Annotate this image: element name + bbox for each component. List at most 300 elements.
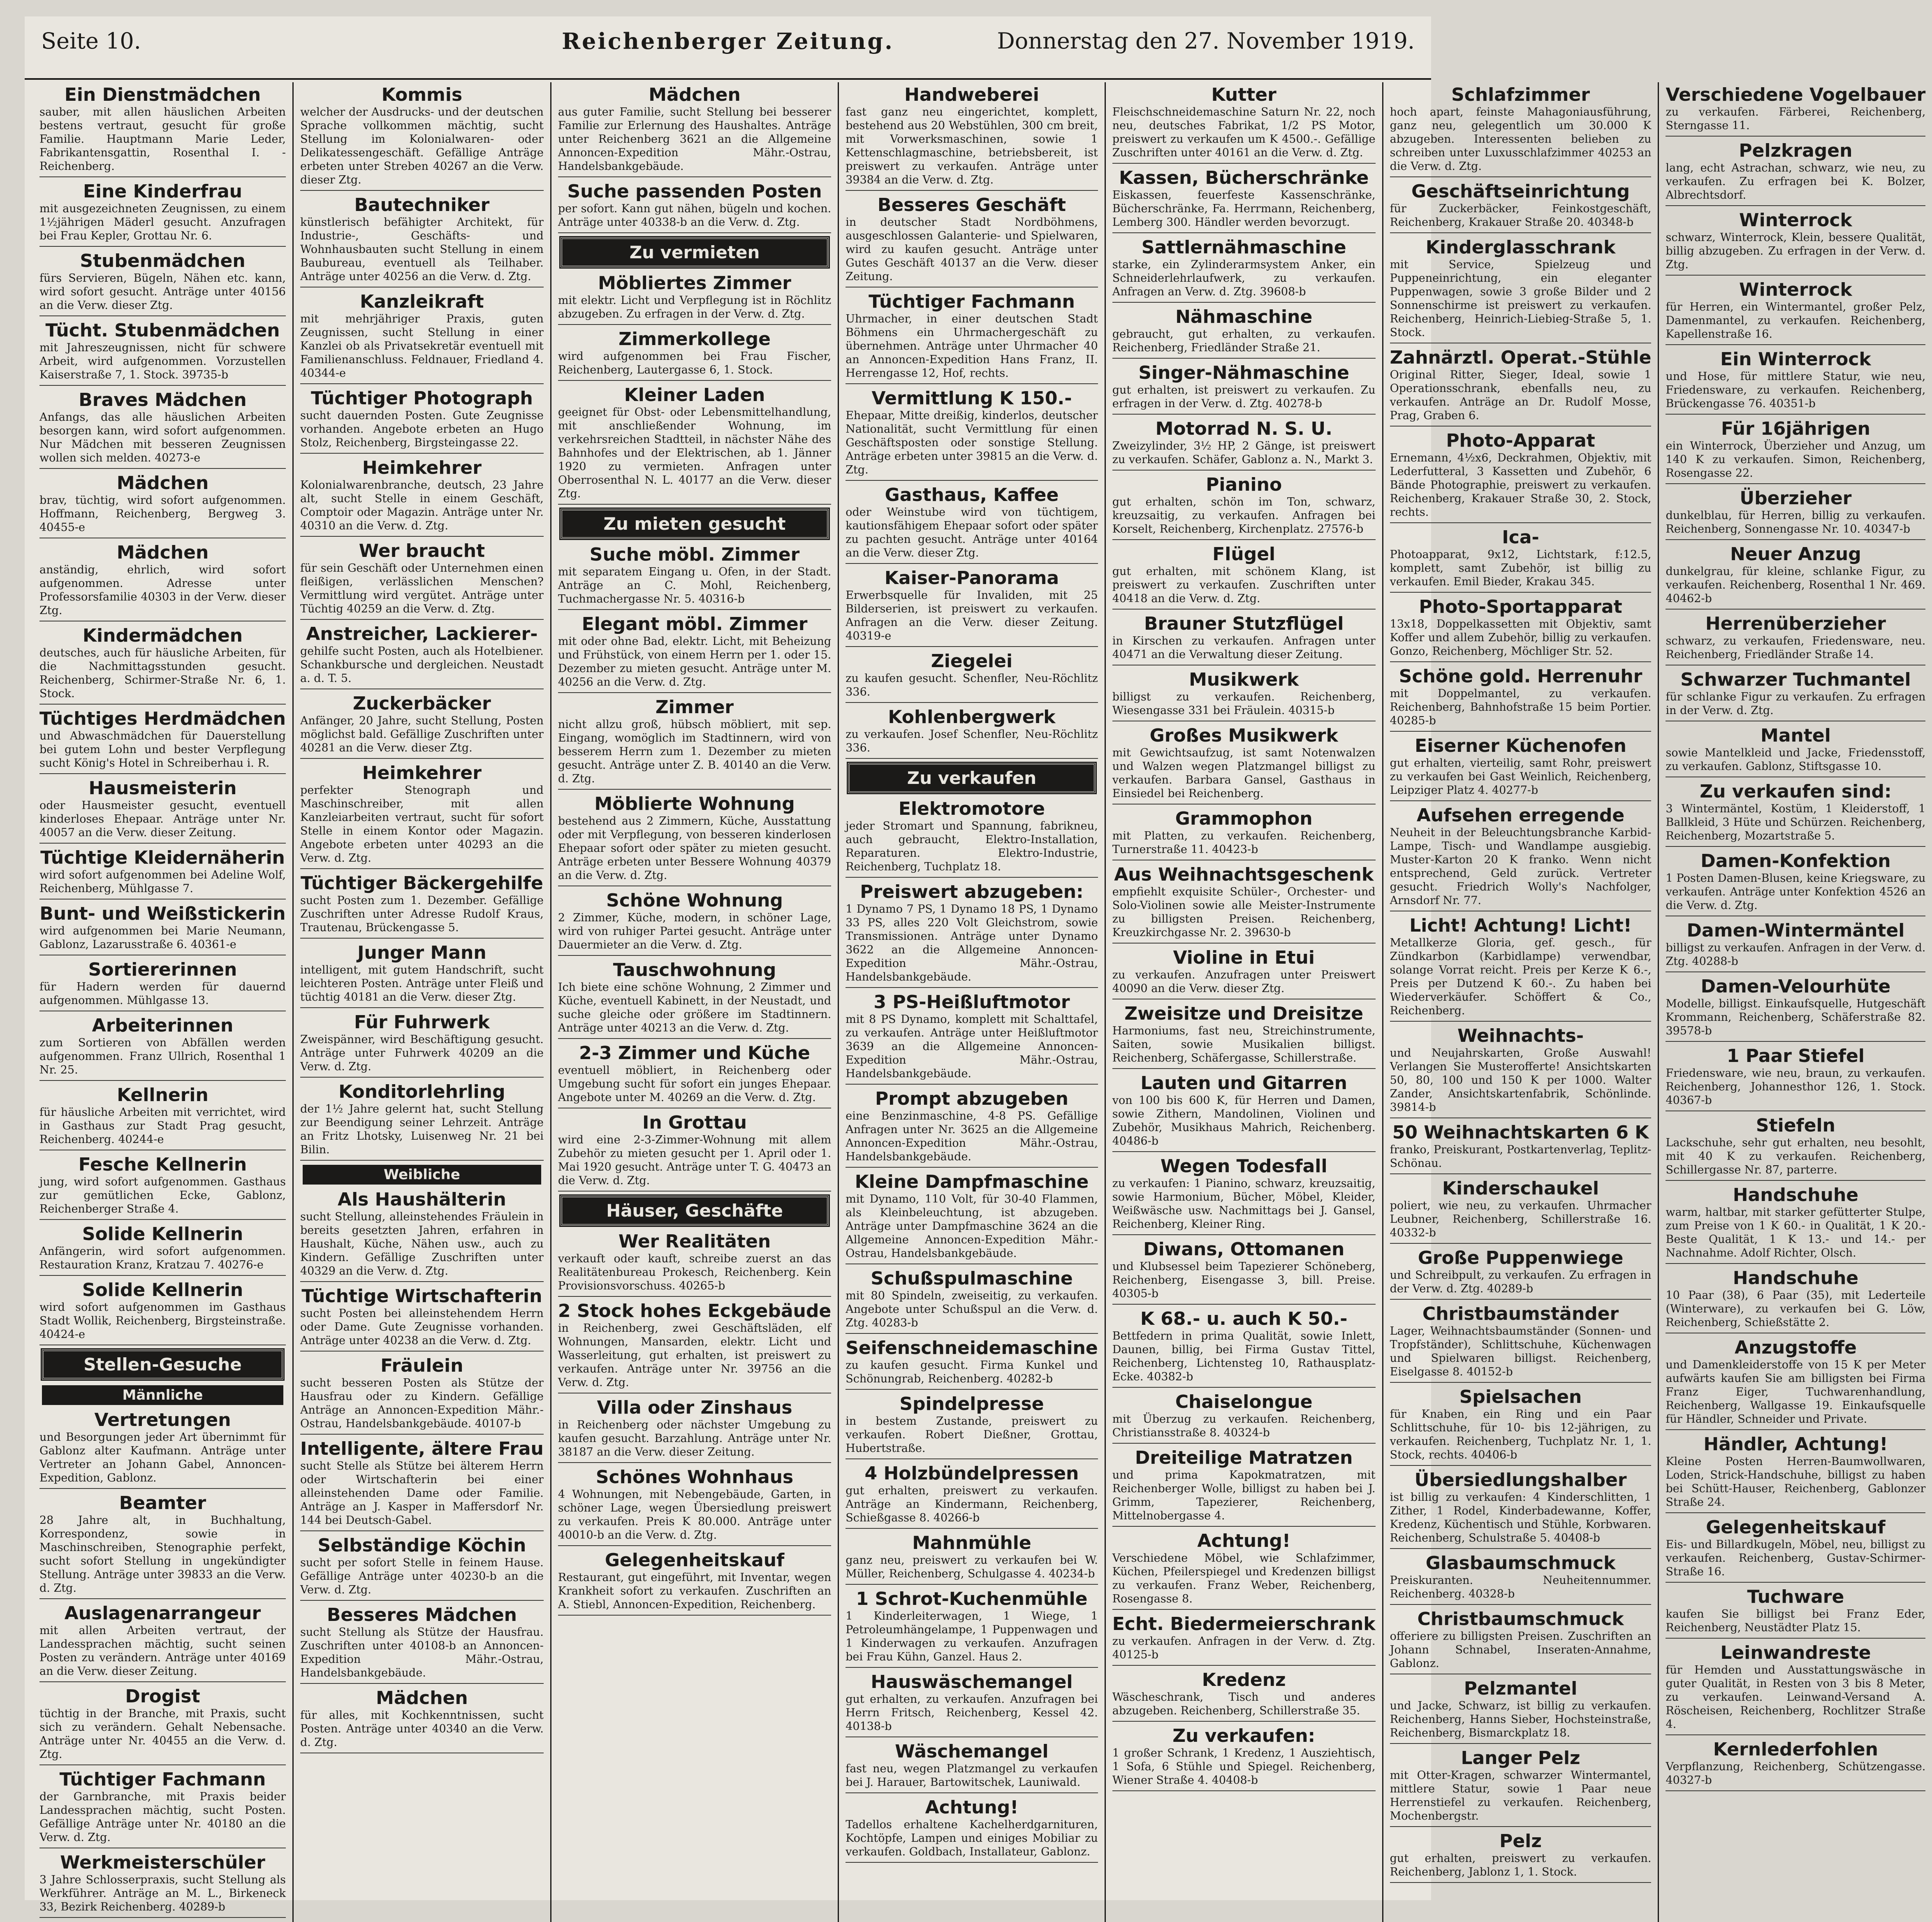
- classified-ad: [1390, 1470, 1652, 1549]
- classified-ad: [39, 251, 286, 316]
- ad-headline: Mädchen: [116, 473, 209, 494]
- ad-headline: Zimmerkollege: [619, 329, 771, 350]
- ad-headline: Mantel: [1761, 725, 1831, 746]
- ad-body: der 1½ Jahre gelernt hat, sucht Stellung zur Beendigung seiner Lehrzeit. Anträge an Fritz Lhotsky, Luisenweg Nr. 21 bei Bilin.: [300, 1103, 544, 1156]
- ad-body: deutsches, auch für häusliche Arbeiten, für die Nachmittagsstunden gesucht. Reichenberg, Schirmer-Straße Nr. 6, 1. Stock.: [39, 647, 286, 700]
- ad-body: kaufen Sie billigst bei Franz Eder, Reichenberg, Neustädter Platz 15.: [1666, 1608, 1926, 1634]
- subsection-heading: Männliche: [42, 1385, 283, 1405]
- ad-body: sucht Stellung, alleinstehendes Fräulein in bereits gesetzten Jahren, erfahren in Haushalt, Küche, Nähen usw., auch zu Kindern. Gefällige Zuschriften unter 40329 an die Verw. d. Ztg.: [300, 1210, 544, 1277]
- classified-ad: [39, 1155, 286, 1220]
- classified-ad: [1666, 544, 1925, 610]
- ad-body: Anfangs, das alle häuslichen Arbeiten besorgen kann, wird sofort aufgenommen. Nur Mädchen mit besseren Zeugnissen wollen sich melden. 40273-e: [39, 411, 286, 464]
- ad-body: Tadellos erhaltene Kachelherdgarnituren, Kochtöpfe, Lampen und einiges Mobiliar zu verkaufen. Goldbach, Installateur, Gablonz.: [846, 1818, 1098, 1858]
- classified-ad: [1666, 851, 1925, 916]
- ad-body: oder Hausmeister gesucht, eventuell kinderloses Ehepaar. Anträge unter Nr. 40057 an die Verw. dieser Zeitung.: [39, 799, 286, 839]
- classified-ad: [300, 1688, 544, 1753]
- classified-ad: [1666, 1587, 1925, 1639]
- ad-column: [839, 82, 1106, 1922]
- ad-headline: Vertretungen: [94, 1410, 231, 1430]
- classified-ad: [1112, 475, 1376, 540]
- ad-headline: Mädchen: [649, 84, 741, 105]
- ad-body: Friedensware, wie neu, braun, zu verkaufen. Reichenberg, Johannesthor 126, 1. Stock. 40367-b: [1666, 1067, 1926, 1107]
- classified-ad: [1666, 1739, 1925, 1791]
- ad-body: wird sofort aufgenommen im Gasthaus Stadt Wollik, Reichenberg, Birgsteinstraße. 40424-e: [39, 1301, 286, 1341]
- ad-headline: Schlafzimmer: [1451, 84, 1590, 105]
- classified-ad: [846, 485, 1098, 564]
- classified-ad: [300, 1012, 544, 1078]
- classified-ad: [846, 707, 1098, 759]
- ad-body: und Hose, für mittlere Statur, wie neu, Friedensware, zu verkaufen. Reichenberg, Brückengasse 76. 40351-b: [1666, 370, 1926, 410]
- classified-ad: [1666, 280, 1925, 345]
- ad-headline: Hausmeisterin: [88, 778, 237, 799]
- ad-headline: Kernlederfohlen: [1713, 1739, 1878, 1760]
- ad-body: fürs Servieren, Bügeln, Nähen etc. kann, wird sofort gesucht. Anträge unter 40156 an die Verw. dieser Ztg.: [39, 272, 286, 312]
- ad-headline: Beamter: [119, 1493, 206, 1514]
- classified-ad: [1666, 419, 1925, 484]
- classified-ad: [846, 1463, 1098, 1529]
- classified-ad: [1666, 614, 1925, 665]
- classified-ad: [39, 1224, 286, 1276]
- classified-ad: [1390, 348, 1652, 427]
- classified-ad: [39, 960, 286, 1011]
- ad-body: zu kaufen gesucht. Schenfler, Neu-Röchlitz 336.: [846, 672, 1098, 698]
- ad-body: für schlanke Figur zu verkaufen. Zu erfragen in der Verw. d. Ztg.: [1666, 691, 1926, 717]
- classified-ad: [1390, 1026, 1652, 1118]
- ad-body: 1 Dynamo 7 PS, 1 Dynamo 18 PS, 1 Dynamo 33 PS, alles 220 Volt Gleichstrom, sowie Transmissionen. Anträge unter Dynamo 3622 an die Allgemeine Annoncen-Expedition Mähr.-Ostrau, Handelsbankgebäude.: [846, 903, 1098, 983]
- ad-body: und prima Kapokmatratzen, mit Reichenberger Wolle, billigst zu haben bei J. Grimm, Tapezierer, Reichenberg, Mittelnobergasse 4.: [1112, 1469, 1376, 1522]
- ad-body: Ehepaar, Mitte dreißig, kinderlos, deutscher Nationalität, sucht Vermittlung für einen Geschäftsposten oder sonstige Stellung. Anträge erbeten unter 39815 an die Verw. d. Ztg.: [846, 409, 1098, 476]
- classified-ad: [1112, 168, 1376, 233]
- ad-body: Eiskassen, feuerfeste Kassenschränke, Bücherschränke, Fa. Herrmann, Reichenberg, Lemberg 300. Händler werden bevorzugt.: [1112, 189, 1376, 229]
- ad-body: ganz neu, preiswert zu verkaufen bei W. Müller, Reichenberg, Schulgasse 4. 40234-b: [846, 1554, 1098, 1580]
- ad-body: Harmoniums, fast neu, Streichinstrumente, Saiten, sowie Musikalien billigst. Reichenberg, Schäfergasse, Schillerstraße.: [1112, 1025, 1376, 1064]
- ad-headline: Brauner Stutzflügel: [1144, 613, 1344, 634]
- classified-ad: [1666, 920, 1925, 972]
- ad-headline: Damen-Konfektion: [1700, 851, 1891, 872]
- ad-headline: Glasbaumschmuck: [1425, 1553, 1616, 1574]
- ad-body: Metallkerze Gloria, gef. gesch., für Zündkarbon (Karbidlampe) verwendbar, solange Vorrat reicht. Preis per Kerze K 6.-, Preis per Dutzend K 60.-. Zu haben bei Wiederverkäufer. Schöffert & Co., Reichenberg.: [1390, 937, 1652, 1017]
- classified-ad: [39, 626, 286, 705]
- ad-headline: Überzieher: [1740, 488, 1852, 509]
- ad-body: für alles, mit Kochkenntnissen, sucht Posten. Anträge unter 40340 an die Verw. d. Ztg.: [300, 1709, 544, 1749]
- classified-ad: [39, 1852, 286, 1918]
- classified-ad: [558, 85, 831, 177]
- ad-column: [1659, 82, 1932, 1922]
- ad-column: [294, 82, 551, 1922]
- ad-headline: Singer-Nähmaschine: [1138, 362, 1349, 383]
- classified-ad: [1112, 614, 1376, 665]
- ad-body: für Hadern werden für dauernd aufgenommen. Mühlgasse 13.: [39, 981, 286, 1007]
- classified-columns: [33, 82, 1926, 1913]
- ad-headline: Intelligente, ältere Frau: [300, 1438, 544, 1459]
- ad-body: mit Gewichtsaufzug, ist samt Notenwalzen und Walzen wegen Platzmangel billigst zu verkaufen. Barbara Gansel, Gasthaus in Einsiedel bei Reichenberg.: [1112, 747, 1376, 800]
- classified-ad: [300, 693, 544, 759]
- ad-body: in Reichenberg, zwei Geschäftsläden, elf Wohnungen, Mansarden, elektr. Licht und Wasserleitung, gut erhalten, ist preiswert zu verkaufen. Anträge unter Nr. 39756 an die Verw. d. Ztg.: [558, 1322, 832, 1389]
- classified-ad: [1112, 1004, 1376, 1069]
- classified-ad: [300, 624, 544, 689]
- ad-body: 10 Paar (38), 6 Paar (35), mit Lederteile (Winterware), zu verkaufen bei G. Löw, Reichenberg, Schießstätte 2.: [1666, 1289, 1926, 1329]
- ad-body: sucht Posten zum 1. Dezember. Gefällige Zuschriften unter Adresse Rudolf Kraus, Trautenau, Brückengasse 5.: [300, 894, 544, 934]
- ad-headline: Bautechniker: [354, 195, 490, 216]
- ad-body: Bettfedern in prima Qualität, sowie Inlett, Daunen, billig, bei Firma Gustav Tittel, Reichenberg, Lichtensteg 10, Rathausplatz-Ecke. 40382-b: [1112, 1330, 1376, 1383]
- classified-ad: [1666, 1185, 1925, 1264]
- ad-headline: Für 16jährigen: [1721, 418, 1870, 439]
- ad-headline: Braves Mädchen: [79, 390, 247, 410]
- ad-headline: Drogist: [125, 1686, 200, 1707]
- classified-ad: [39, 1493, 286, 1599]
- classified-ad: [846, 1589, 1098, 1668]
- ad-body: 2 Zimmer, Küche, modern, in schöner Lage, wird von ruhiger Partei gesucht. Anträge unter Dauermieter an die Verw. d. Ztg.: [558, 911, 832, 951]
- ad-headline: Verschiedene Vogelbauer: [1666, 84, 1926, 105]
- ad-headline: 1 Schrot-Kuchenmühle: [856, 1588, 1088, 1609]
- ad-body: Neuheit in der Beleuchtungsbranche Karbid-Lampe, Tisch- und Wandlampe ausgiebig. Muster-Karton 20 K franko. Wenn nicht entsprechend, Geld zurück. Vertreter gesucht. Friedrich Wolly's Nachfolger, Arnsdorf Nr. 77.: [1390, 826, 1652, 907]
- ad-headline: Photo-Apparat: [1446, 430, 1595, 451]
- ad-headline: Anstreicher, Lackierer-: [306, 624, 538, 645]
- ad-headline: Tüchtiger Bäckergehilfe: [301, 873, 543, 894]
- ad-body: schwarz, Winterrock, Klein, bessere Qualität, billig abzugeben. Zu erfragen in der Verw. d. Ztg.: [1666, 231, 1926, 271]
- ad-body: für Herren, ein Wintermantel, großer Pelz, Damenmantel, zu verkaufen. Reichenberg, Kapellenstraße 16.: [1666, 301, 1926, 341]
- ad-headline: Tüchtige Wirtschafterin: [301, 1286, 542, 1307]
- classified-ad: [846, 799, 1098, 878]
- classified-ad: [558, 1231, 831, 1297]
- classified-ad: [39, 320, 286, 386]
- ad-headline: Villa oder Zinshaus: [597, 1397, 792, 1418]
- classified-ad: [300, 943, 544, 1008]
- ad-body: geeignet für Obst- oder Lebensmittelhandlung, mit anschließender Wohnung, im verkehrsreichen Stadtteil, in nächster Nähe des Bahnhofes und der Elektrischen, ab 1. Jänner 1920 zu vermieten. Anfragen unter Oberrosenthal N. L. 40177 an die Verw. dieser Ztg.: [558, 406, 832, 500]
- ad-body: Kleine Posten Herren-Baumwollwaren, Loden, Strick-Handschuhe, billigst zu haben bei Schütt-Hauser, Reichenberg, Gablonzer Straße 24.: [1666, 1455, 1926, 1509]
- ad-headline: Eine Kinderfrau: [83, 181, 242, 202]
- ad-headline: Kindermädchen: [82, 625, 243, 646]
- classified-ad: [39, 85, 286, 177]
- ad-headline: Musikwerk: [1189, 669, 1299, 690]
- ad-headline: Kleiner Laden: [624, 385, 765, 406]
- page-header: [25, 16, 1431, 80]
- classified-ad: [39, 543, 286, 621]
- classified-ad: [39, 390, 286, 469]
- ad-body: eventuell möbliert, in Reichenberg oder Umgebung sucht für sofort ein junges Ehepaar. Angebote unter M. 40269 an die Verw. d. Ztg.: [558, 1064, 832, 1104]
- classified-ad: [1390, 1609, 1652, 1674]
- newspaper-title: Reichenberger Zeitung.: [562, 28, 894, 54]
- ad-body: perfekter Stenograph und Maschinschreiber, mit allen Kanzleiarbeiten vertraut, sucht für sofort Stelle in einem Kontor oder Magazin. Angebote erbeten unter 40293 an die Verw. d. Ztg.: [300, 784, 544, 865]
- ad-headline: Chaiselongue: [1175, 1391, 1313, 1412]
- classified-ad: [1390, 85, 1652, 177]
- classified-ad: [1390, 1178, 1652, 1244]
- classified-ad: [1666, 85, 1925, 137]
- ad-headline: Tüchtiger Fachmann: [59, 1769, 266, 1790]
- ad-headline: Kohlenbergwerk: [888, 707, 1056, 728]
- ad-headline: Christbaumschmuck: [1417, 1609, 1624, 1630]
- ad-body: hoch apart, feinste Mahagoniausführung, ganz neu, gelegentlich um 30.000 K abzugeben. Interessenten belieben zu schreiben unter Luxusschlafzimmer 40253 an die Verw. d. Ztg.: [1390, 106, 1652, 173]
- ad-body: Lager, Weihnachtsbaumständer (Sonnen- und Tropfständer), Schlittschuhe, Küchenwagen und Spielwaren billigst. Reichenberg, Eiselgasse 8. 40152-b: [1390, 1325, 1652, 1378]
- classified-ad: [558, 794, 831, 886]
- ad-body: ist billig zu verkaufen: 4 Kinderschlitten, 1 Zither, 1 Rodel, Kinderbadewanne, Koffer, Kredenz, Küchentisch und Stühle, Korbwaren. Reichenberg, Schulstraße 5. 40408-b: [1390, 1491, 1652, 1544]
- classified-ad: [300, 195, 544, 287]
- ad-headline: Zweisitze und Dreisitze: [1124, 1003, 1364, 1024]
- ad-body: mit mehrjähriger Praxis, guten Zeugnissen, sucht Stellung in einer Kanzlei ob als Privatsekretär eventuell mit Familienanschluss. Feldnauer, Friedland 4. 40344-e: [300, 313, 544, 380]
- ad-headline: Werkmeisterschüler: [60, 1852, 265, 1873]
- ad-body: zu kaufen gesucht. Firma Kunkel und Schönungrab, Reichenberg. 40282-b: [846, 1359, 1098, 1385]
- ad-body: für häusliche Arbeiten mit verrichtet, wird in Gasthaus zur Stadt Prag gesucht, Reichenberg. 40244-e: [39, 1106, 286, 1146]
- ad-headline: Kellnerin: [117, 1085, 208, 1106]
- ad-body: wird aufgenommen bei Marie Neumann, Gablonz, Lazarusstraße 6. 40361-e: [39, 925, 286, 951]
- ad-body: Erwerbsquelle für Invaliden, mit 25 Bilderserien, ist preiswert zu verkaufen. Anfragen an die Verw. dieser Zeitung. 40319-e: [846, 589, 1098, 642]
- ad-headline: Tauschwohnung: [613, 960, 776, 981]
- ad-headline: Arbeiterinnen: [92, 1015, 234, 1036]
- ad-headline: Tüchtiges Herdmädchen: [39, 708, 286, 729]
- classified-ad: [846, 292, 1098, 384]
- ad-headline: Geschäftseinrichtung: [1411, 181, 1630, 202]
- ad-body: sauber, mit allen häuslichen Arbeiten bestens vertraut, gesucht für große Familie. Hauptmann Marie Leder, Fabrikantensgattin, Rosenthal I. - Reichenberg.: [39, 106, 286, 173]
- section-heading: Zu verkaufen: [848, 763, 1096, 793]
- ad-body: sucht Stelle als Stütze bei älterem Herrn oder Wirtschafterin bei einer alleinstehenden Dame oder Familie. Anträge an J. Kasper in Maffersdorf Nr. 144 bei Deutsch-Gabel.: [300, 1460, 544, 1527]
- ad-body: Ich biete eine schöne Wohnung, 2 Zimmer und Küche, eventuell Kabinett, in der Neustadt, und suche gleiche oder größere im Stadtinnern. Anträge unter 40213 an die Verw. d. Ztg.: [558, 981, 832, 1034]
- ad-headline: Pelzmantel: [1464, 1678, 1578, 1699]
- classified-ad: [1112, 865, 1376, 944]
- classified-ad: [39, 1015, 286, 1081]
- issue-date: Donnerstag den 27. November 1919.: [997, 28, 1415, 54]
- ad-body: und Besorgungen jeder Art übernimmt für Gablonz alter Kaufmann. Anträge unter Vertreter an Johann Gabel, Annoncen-Expedition, Gablonz.: [39, 1431, 286, 1484]
- ad-body: sucht Posten bei alleinstehendem Herrn oder Dame. Gute Zeugnisse vorhanden. Anträge unter 40238 an die Verw. d. Ztg.: [300, 1307, 544, 1347]
- ad-body: dunkelblau, für Herren, billig zu verkaufen. Reichenberg, Sonnengasse Nr. 10. 40347-b: [1666, 509, 1926, 536]
- classified-ad: [558, 181, 831, 233]
- classified-ad: [1666, 141, 1925, 206]
- ad-column: [551, 82, 839, 1922]
- classified-ad: [1112, 1156, 1376, 1235]
- classified-ad: [1390, 597, 1652, 662]
- ad-headline: Solide Kellnerin: [82, 1224, 243, 1245]
- classified-ad: [1112, 1531, 1376, 1610]
- ad-body: mit oder ohne Bad, elektr. Licht, mit Beheizung und Frühstück, von einem Herrn per 1. oder 15. Dezember zu mieten gesucht. Anträge unter M. 40256 an die Verw. d. Ztg.: [558, 635, 832, 689]
- classified-ad: [300, 1535, 544, 1601]
- ad-body: 13x18, Doppelkassetten mit Objektiv, samt Koffer und allem Zubehör, billig zu verkaufen. Gonzo, Reichenberg, Möchliger Str. 52.: [1390, 618, 1652, 658]
- classified-ad: [846, 388, 1098, 481]
- ad-headline: Grammophon: [1175, 808, 1313, 829]
- ad-headline: Langer Pelz: [1461, 1748, 1580, 1769]
- ad-body: und Abwaschmädchen für Dauerstellung bei gutem Lohn und bester Verpflegung sucht König's Hotel in Schreiberhau i. R.: [39, 730, 286, 770]
- ad-body: fast ganz neu eingerichtet, komplett, bestehend aus 20 Webstühlen, 300 cm breit, mit Vorwerksmaschinen, sowie 1 Kettenschlagmaschine, betriebsbereit, ist preiswert zu verkaufen. Anträge unter 39384 an die Verw. d. Ztg.: [846, 106, 1098, 186]
- ad-headline: Motorrad N. S. U.: [1155, 418, 1332, 439]
- ad-body: gehilfe sucht Posten, auch als Hotelbiener. Schankbursche und dergleichen. Neustadt a. d. T. 5.: [300, 645, 544, 685]
- ad-body: sucht Stellung als Stütze der Hausfrau. Zuschriften unter 40108-b an Annoncen-Expedition Mähr.-Ostrau, Handelsbankgebäude.: [300, 1626, 544, 1679]
- ad-headline: Wegen Todesfall: [1160, 1156, 1327, 1177]
- ad-headline: Mädchen: [116, 542, 209, 563]
- classified-ad: [1390, 1831, 1652, 1883]
- ad-body: für sein Geschäft oder Unternehmen einen fleißigen, verlässlichen Menschen? Vermittlung wird vergütet. Anträge unter Tüchtig 40259 an die Verw. d. Ztg.: [300, 562, 544, 615]
- ad-headline: Aufsehen erregende: [1416, 805, 1625, 826]
- ad-headline: Elektromotore: [898, 798, 1045, 819]
- ad-headline: Möbliertes Zimmer: [598, 273, 791, 294]
- ad-body: gebraucht, gut erhalten, zu verkaufen. Reichenberg, Friedländer Straße 21.: [1112, 328, 1376, 354]
- classified-ad: [300, 1356, 544, 1435]
- ad-headline: Suche möbl. Zimmer: [589, 544, 800, 565]
- ad-body: und Klubsessel beim Tapezierer Schöneberg, Reichenberg, Eisengasse 3, bill. Preise. 40305-b: [1112, 1260, 1376, 1300]
- classified-ad: [558, 1467, 831, 1546]
- ad-body: zu verkaufen. Josef Schenfler, Neu-Röchlitz 336.: [846, 728, 1098, 754]
- ad-headline: Tüchtiger Photograph: [311, 388, 533, 409]
- ad-headline: Gasthaus, Kaffee: [885, 485, 1059, 505]
- classified-ad: [1112, 1614, 1376, 1666]
- ad-headline: Ein Winterrock: [1720, 349, 1871, 370]
- ad-body: lang, echt Astrachan, schwarz, wie neu, zu verkaufen. Zu erfragen bei K. Bolzer, Albrechtsdorf.: [1666, 162, 1926, 202]
- classified-ad: [846, 882, 1098, 988]
- classified-ad: [1666, 210, 1925, 276]
- ad-body: in deutscher Stadt Nordböhmens, ausgeschlossen Galanterie- und Spielwaren, wird zu kaufen gesucht. Anträge unter Gutes Geschäft 40137 an die Verw. dieser Zeitung.: [846, 216, 1098, 283]
- ad-body: jeder Stromart und Spannung, fabrikneu, auch gebraucht, Elektro-Installation, Reparaturen. Elektro-Industrie, Reichenberg, Tuchplatz 18.: [846, 820, 1098, 873]
- ad-body: nicht allzu groß, hübsch möbliert, mit sep. Eingang, womöglich im Stadtinnern, wird von besserem Herrn zum 1. Dezember zu mieten gesucht. Anträge unter Z. B. 40140 an die Verw. d. Ztg.: [558, 718, 832, 785]
- ad-headline: Wäschemangel: [895, 1741, 1049, 1762]
- ad-headline: Prompt abzugeben: [875, 1088, 1068, 1109]
- ad-body: mit Otter-Kragen, schwarzer Wintermantel, mittlere Statur, sowie 1 Paar neue Herrenstiefel zu verkaufen. Reichenberg, Mochenbergstr.: [1390, 1769, 1652, 1822]
- ad-headline: Flügel: [1212, 544, 1276, 565]
- ad-headline: Schönes Wohnhaus: [595, 1467, 794, 1488]
- classified-ad: [1390, 736, 1652, 801]
- ad-body: für Knaben, ein Ring und ein Paar Schlittschuhe, für 10- bis 12-jährigen, zu verkaufen. Reichenberg, Tuchplatz Nr. 1, 1. Stock, rechts. 40406-b: [1390, 1408, 1652, 1461]
- classified-ad: [39, 778, 286, 844]
- ad-body: in Kirschen zu verkaufen. Anfragen unter 40471 an die Verwaltung dieser Zeitung.: [1112, 635, 1376, 661]
- ad-column: [33, 82, 294, 1922]
- ad-body: und Schreibpult, zu verkaufen. Zu erfragen in der Verw. d. Ztg. 40289-b: [1390, 1269, 1652, 1295]
- ad-headline: Tücht. Stubenmädchen: [45, 320, 280, 341]
- ad-headline: Ica-: [1502, 527, 1539, 548]
- classified-ad: [1390, 916, 1652, 1022]
- ad-headline: Vermittlung K 150.-: [871, 388, 1072, 409]
- classified-ad: [1666, 670, 1925, 721]
- ad-body: oder Weinstube wird von tüchtigem, kautionsfähigem Ehepaar sofort oder später zu pachten gesucht. Anträge unter 40164 an die Verw. dieser Ztg.: [846, 506, 1098, 559]
- ad-headline: Stubenmädchen: [80, 250, 246, 271]
- ad-headline: Möblierte Wohnung: [594, 793, 795, 814]
- ad-headline: Zu verkaufen:: [1172, 1725, 1316, 1746]
- ad-headline: Aus Weihnachtsgeschenk: [1114, 864, 1374, 885]
- classified-ad: [1666, 1268, 1925, 1333]
- ad-headline: Leinwandreste: [1720, 1642, 1871, 1663]
- ad-body: von 100 bis 600 K, für Herren und Damen, sowie Zithern, Mandolinen, Violinen und Zubehör, Musikhaus Mahrich, Reichenberg. 40486-b: [1112, 1094, 1376, 1148]
- ad-body: tüchtig in der Branche, mit Praxis, sucht sich zu verändern. Gehalt Nebensache. Anträge unter Nr. 40455 an die Verw. d. Ztg.: [39, 1707, 286, 1761]
- ad-body: Preiskuranten. Neuheitennummer. Reichenberg. 40328-b: [1390, 1574, 1652, 1600]
- ad-column: [1106, 82, 1383, 1922]
- classified-ad: [1390, 1748, 1652, 1827]
- ad-headline: Damen-Wintermäntel: [1686, 920, 1905, 941]
- classified-ad: [846, 1533, 1098, 1585]
- ad-body: gut erhalten, preiswert zu verkaufen. Anträge an Kindermann, Reichenberg, Schießgasse 8. 40266-b: [846, 1484, 1098, 1524]
- ad-headline: Herrenüberzieher: [1705, 613, 1886, 634]
- ad-headline: Handschuhe: [1733, 1185, 1859, 1206]
- classified-ad: [558, 1398, 831, 1463]
- ad-body: wird sofort aufgenommen bei Adeline Wolf, Reichenberg, Mühlgasse 7.: [39, 869, 286, 895]
- ad-headline: Diwans, Ottomanen: [1143, 1239, 1345, 1260]
- ad-headline: Damen-Velourhüte: [1700, 976, 1891, 997]
- classified-ad: [39, 473, 286, 538]
- ad-body: Original Ritter, Sieger, Ideal, sowie 1 Operationsschrank, ebenfalls neu, zu verkaufen. Anträge an Dr. Rudolf Mosse, Prag, Graben 6.: [1390, 369, 1652, 422]
- ad-body: für Zuckerbäcker, Feinkostgeschäft, Reichenberg, Krakauer Straße 20. 40348-b: [1390, 202, 1652, 229]
- ad-body: verkauft oder kauft, schreibe zuerst an das Realitätenbureau Prokesch, Reichenberg. Kein Provisionsvorschuss. 40265-b: [558, 1252, 832, 1292]
- classified-ad: [1112, 237, 1376, 303]
- classified-ad: [39, 1410, 286, 1489]
- ad-headline: 4 Holzbündelpressen: [864, 1463, 1079, 1484]
- ad-body: poliert, wie neu, zu verkaufen. Uhrmacher Leubner, Reichenberg, Schillerstraße 16. 40332-b: [1390, 1199, 1652, 1239]
- classified-ad: [1390, 527, 1652, 593]
- classified-ad: [1390, 666, 1652, 732]
- classified-ad: [558, 1301, 831, 1393]
- ad-headline: Stiefeln: [1756, 1115, 1835, 1136]
- ad-body: Restaurant, gut eingeführt, mit Inventar, wegen Krankheit sofort zu verkaufen. Zuschriften an A. Stiebl, Annoncen-Expedition, Reichenberg.: [558, 1571, 832, 1611]
- ad-headline: Spielsachen: [1459, 1386, 1582, 1407]
- ad-headline: Zimmer: [655, 697, 734, 718]
- classified-ad: [300, 763, 544, 869]
- classified-ad: [846, 1089, 1098, 1168]
- ad-body: Kolonialwarenbranche, deutsch, 23 Jahre alt, sucht Stelle in einem Geschäft, Comptoir oder Magazin. Anträge unter Nr. 40310 an die Verw. d. Ztg.: [300, 479, 544, 532]
- ad-headline: Zuckerbäcker: [353, 693, 491, 714]
- classified-ad: [846, 992, 1098, 1085]
- section-heading: Zu vermieten: [561, 237, 829, 267]
- classified-ad: [300, 458, 544, 537]
- ad-body: sucht besseren Posten als Stütze der Hausfrau oder zu Kindern. Gefällige Anträge an Annoncen-Expedition Mähr.-Ostrau, Handelsbankgebäude. 40107-b: [300, 1377, 544, 1430]
- ad-headline: Kaiser-Panorama: [884, 568, 1059, 589]
- ad-body: künstlerisch befähigter Architekt, für Industrie-, Geschäfts- und Wohnhausbauten sucht Stellung in einem Baubureau, eventuell als Teilhaber. Anträge unter 40256 an die Verw. d. Ztg.: [300, 216, 544, 283]
- classified-ad: [1390, 805, 1652, 911]
- ad-headline: Junger Mann: [357, 942, 486, 963]
- ad-headline: In Grottau: [642, 1112, 747, 1133]
- section-heading: Zu mieten gesucht: [561, 509, 829, 539]
- classified-ad: [39, 1686, 286, 1765]
- ad-headline: Kassen, Bücherschränke: [1119, 167, 1369, 188]
- classified-ad: [558, 614, 831, 693]
- ad-headline: Ziegelei: [931, 651, 1013, 672]
- ad-body: wird aufgenommen bei Frau Fischer, Reichenberg, Lautergasse 6, 1. Stock.: [558, 350, 832, 376]
- ad-headline: Spindelpresse: [899, 1393, 1044, 1414]
- ad-headline: Konditorlehrling: [338, 1081, 505, 1102]
- classified-ad: [1666, 1046, 1925, 1111]
- ad-headline: Tüchtige Kleidernäherin: [40, 847, 285, 868]
- classified-ad: [558, 890, 831, 956]
- ad-body: mit Platten, zu verkaufen. Reichenberg, Turnerstraße 11. 40423-b: [1112, 830, 1376, 856]
- ad-body: 1 Posten Damen-Blusen, keine Kriegsware, zu verkaufen. Anträge unter Konfektion 4526 an die Verw. d. Ztg.: [1666, 872, 1926, 912]
- classified-ad: [300, 1082, 544, 1161]
- classified-ad: [1390, 181, 1652, 233]
- classified-ad: [300, 873, 544, 939]
- ad-body: dunkelgrau, für kleine, schlanke Figur, zu verkaufen. Reichenberg, Rosenthal 1 Nr. 469. 40462-b: [1666, 565, 1926, 605]
- ad-headline: Schöne gold. Herrenuhr: [1399, 666, 1642, 687]
- classified-ad: [846, 1741, 1098, 1793]
- ad-body: gut erhalten, ist preiswert zu verkaufen. Zu erfragen in der Verw. d. Ztg. 40278-b: [1112, 384, 1376, 410]
- classified-ad: [1390, 1304, 1652, 1383]
- ad-headline: Kanzleikraft: [360, 291, 484, 312]
- classified-ad: [300, 388, 544, 454]
- ad-headline: Große Puppenwiege: [1418, 1247, 1624, 1268]
- ad-body: bestehend aus 2 Zimmern, Küche, Ausstattung oder mit Verpflegung, von besseren kinderlosen Ehepaar sofort oder später zu mieten gesucht. Anträge erbeten unter Bessere Wohnung 40379 an die Verw. d. Ztg.: [558, 815, 832, 882]
- ad-headline: Violine in Etui: [1173, 947, 1315, 968]
- ad-body: welcher der Ausdrucks- und der deutschen Sprache vollkommen mächtig, sucht Stellung im Kolonialwaren- oder Delikatessengeschäft. Gefällige Anträge erbeten unter Streben 40267 an die Verw. dieser Ztg.: [300, 106, 544, 186]
- ad-body: 3 Jahre Schlosserpraxis, sucht Stellung als Werkführer. Anträge an M. L., Birkeneck 33, Bezirk Reichenberg. 40289-b: [39, 1873, 286, 1913]
- classified-ad: [39, 848, 286, 900]
- ad-body: Uhrmacher, in einer deutschen Stadt Böhmens ein Uhrmachergeschäft zu übernehmen. Anträge unter Uhrmacher 40 an Annoncen-Expedition Hans Franz, II. Herrengasse 12, Hof, rechts.: [846, 313, 1098, 380]
- ad-body: empfiehlt exquisite Schüler-, Orchester- und Solo-Violinen sowie alle Meister-Instrumente zu billigsten Preisen. Reichenberg, Kreuzkirchgasse Nr. 2. 39630-b: [1112, 886, 1376, 939]
- classified-ad: [1666, 1115, 1925, 1181]
- classified-ad: [558, 1550, 831, 1616]
- ad-body: per sofort. Kann gut nähen, bügeln und kochen. Anträge unter 40338-b an die Verw. d. Ztg.: [558, 202, 832, 229]
- classified-ad: [558, 697, 831, 790]
- classified-ad: [1112, 1239, 1376, 1305]
- ad-headline: Fesche Kellnerin: [78, 1154, 247, 1175]
- ad-body: starke, ein Zylinderarmsystem Anker, ein Schneiderlehrlaufwerk, zu verkaufen. Anfragen an Verw. d. Ztg. 39608-b: [1112, 258, 1376, 298]
- section-heading: Stellen-Gesuche: [42, 1349, 283, 1379]
- ad-headline: Kutter: [1211, 84, 1276, 105]
- ad-headline: Kleine Dampfmaschine: [855, 1171, 1089, 1192]
- ad-body: anständig, ehrlich, wird sofort aufgenommen. Adresse unter Professorsfamilie 40303 in der Verw. dieser Ztg.: [39, 563, 286, 617]
- classified-ad: [1390, 1248, 1652, 1300]
- newspaper-page: [25, 16, 1926, 1913]
- classified-ad: [1112, 85, 1376, 164]
- classified-ad: [39, 1603, 286, 1682]
